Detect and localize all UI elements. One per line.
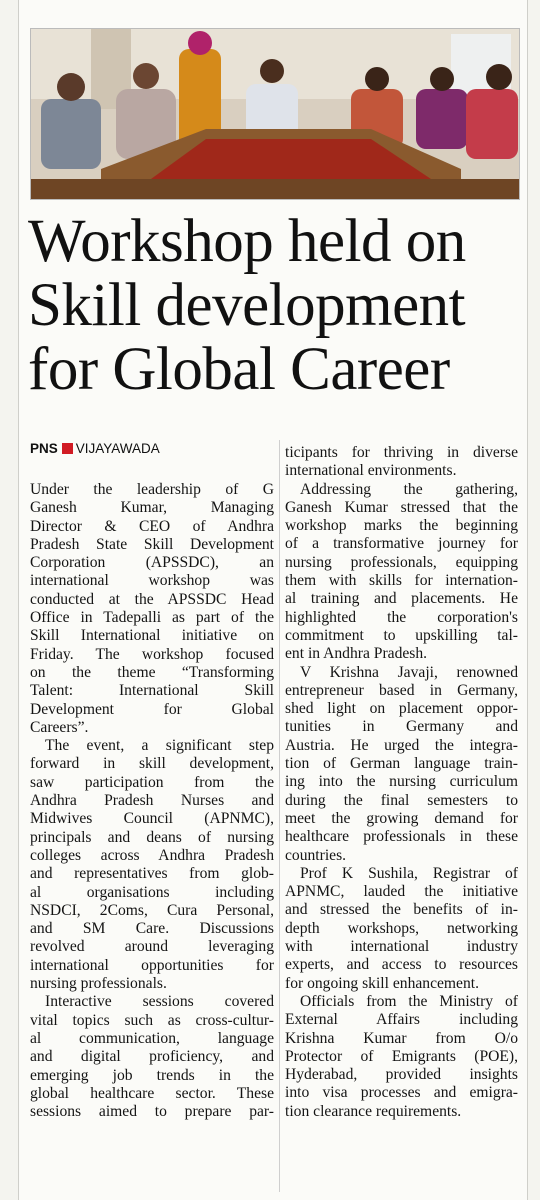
text-line: principals and deans of nursing (30, 828, 274, 846)
text-line: emerging job trends in the (30, 1066, 274, 1084)
text-line: international opportunities for (30, 956, 274, 974)
text-line: Under the leadership of G (30, 481, 274, 498)
text-line: sessions aimed to prepare par- (30, 1103, 274, 1121)
text-line: shed light on placement oppor- (285, 700, 518, 718)
text-line: of a transformative journey for (285, 535, 518, 553)
text-line: Protector of Emigrants (POE), (285, 1047, 518, 1065)
text-line: Interactive sessions covered (45, 993, 274, 1011)
text-line: revolved around leveraging (30, 938, 274, 956)
text-line: Krishna Kumar from O/o (285, 1029, 518, 1047)
text-line: tunities in Germany and (285, 718, 518, 736)
text-line: during the final semesters to (285, 791, 518, 809)
text-line: saw participation from the (30, 773, 274, 791)
text-line: countries. (285, 846, 347, 864)
news-photo (30, 28, 520, 200)
text-line: and digital proficiency, and (30, 1048, 274, 1066)
text-line: Officials from the Ministry of (300, 992, 518, 1010)
text-line: and SM Care. Discussions (30, 920, 274, 938)
text-line: Hyderabad, provided insights (285, 1066, 518, 1084)
text-line: them with skills for internation- (285, 572, 518, 590)
text-line: External Affairs including (285, 1011, 518, 1029)
text-line: conducted at the APSSDC Head (30, 590, 274, 608)
text-line: Pradesh State Skill Development (30, 535, 274, 553)
byline-place: VIJAYAWADA (75, 441, 160, 456)
text-line: healthcare professionals in these (285, 828, 518, 846)
text-line: Corporation (APSSDC), an (30, 554, 274, 572)
text-line: al communication, language (30, 1029, 274, 1047)
headline-line: Skill development (28, 272, 466, 339)
text-line: V Krishna Javaji, renowned (300, 663, 518, 681)
text-line: highlighted the corporation's (285, 608, 518, 626)
text-line: and representatives from glob- (30, 865, 274, 883)
text-line: nursing professionals. (30, 975, 167, 993)
text-line: international workshop was (30, 572, 274, 590)
text-line: ent in Andhra Pradesh. (285, 645, 428, 663)
text-line: with international industry (285, 938, 518, 956)
text-line: meet the growing demand for (285, 809, 518, 827)
byline-agency: PNS (30, 441, 58, 456)
text-line: ticipants for thriving in diverse (285, 444, 518, 461)
text-line: global healthcare sector. These (30, 1084, 274, 1102)
text-line: on the theme “Transforming (30, 663, 274, 681)
text-line: commitment to upskilling tal- (285, 626, 518, 644)
text-line: Prof K Sushila, Registrar of (300, 864, 518, 882)
text-line: al organisations including (30, 883, 274, 901)
text-line: APNMC, lauded the initiative (285, 883, 518, 901)
text-line: experts, and access to resources (285, 956, 518, 974)
text-line: al training and placements. He (285, 590, 518, 608)
photo-meeting-icon (31, 29, 519, 199)
text-line: Talent: International Skill (30, 682, 274, 700)
text-line: Friday. The workshop focused (30, 645, 274, 663)
text-line: Office in Tadepalli as part of the (30, 609, 274, 627)
text-line: ing into the nursing curriculum (285, 773, 518, 791)
text-line: Andhra Pradesh Nurses and (30, 792, 274, 810)
byline (30, 441, 160, 456)
text-line: Austria. He urged the integra- (285, 736, 518, 754)
text-line: entrepreneur based in Germany, (285, 681, 518, 699)
text-line: forward in skill development, (30, 755, 274, 773)
text-line: Ganesh Kumar stressed that the (285, 498, 518, 516)
left-column (30, 481, 274, 1121)
text-line: for ongoing skill enhancement. (285, 974, 480, 992)
column-divider (279, 440, 280, 1192)
text-line: depth workshops, networking (285, 919, 518, 937)
text-line: tion of German language train- (285, 755, 518, 773)
text-line: international environments. (285, 462, 457, 480)
text-line: Director & CEO of Andhra (30, 517, 274, 535)
text-line: and stressed the benefits of in- (285, 901, 518, 919)
text-line: vital topics such as cross-cultur- (30, 1011, 274, 1029)
text-line: into visa processes and emigra- (285, 1084, 518, 1102)
right-column (285, 444, 518, 1121)
text-line: Ganesh Kumar, Managing (30, 499, 274, 517)
headline-line: Workshop held on (28, 208, 466, 275)
text-line: workshop marks the beginning (285, 517, 518, 535)
headline (28, 210, 518, 402)
headline-line: for Global Career (28, 336, 450, 403)
text-line: tion clearance requirements. (285, 1102, 462, 1120)
text-line: Skill International initiative on (30, 627, 274, 645)
text-line: Midwives Council (APNMC), (30, 810, 274, 828)
text-line: colleges across Andhra Pradesh (30, 846, 274, 864)
text-line: Careers”. (30, 718, 89, 736)
text-line: The event, a significant step (45, 737, 274, 755)
text-line: NSDCI, 2Coms, Cura Personal, (30, 901, 274, 919)
red-square-icon (62, 443, 73, 454)
text-line: Addressing the gathering, (300, 480, 518, 498)
text-line: nursing professionals, equipping (285, 553, 518, 571)
text-line: Development for Global (30, 700, 274, 718)
